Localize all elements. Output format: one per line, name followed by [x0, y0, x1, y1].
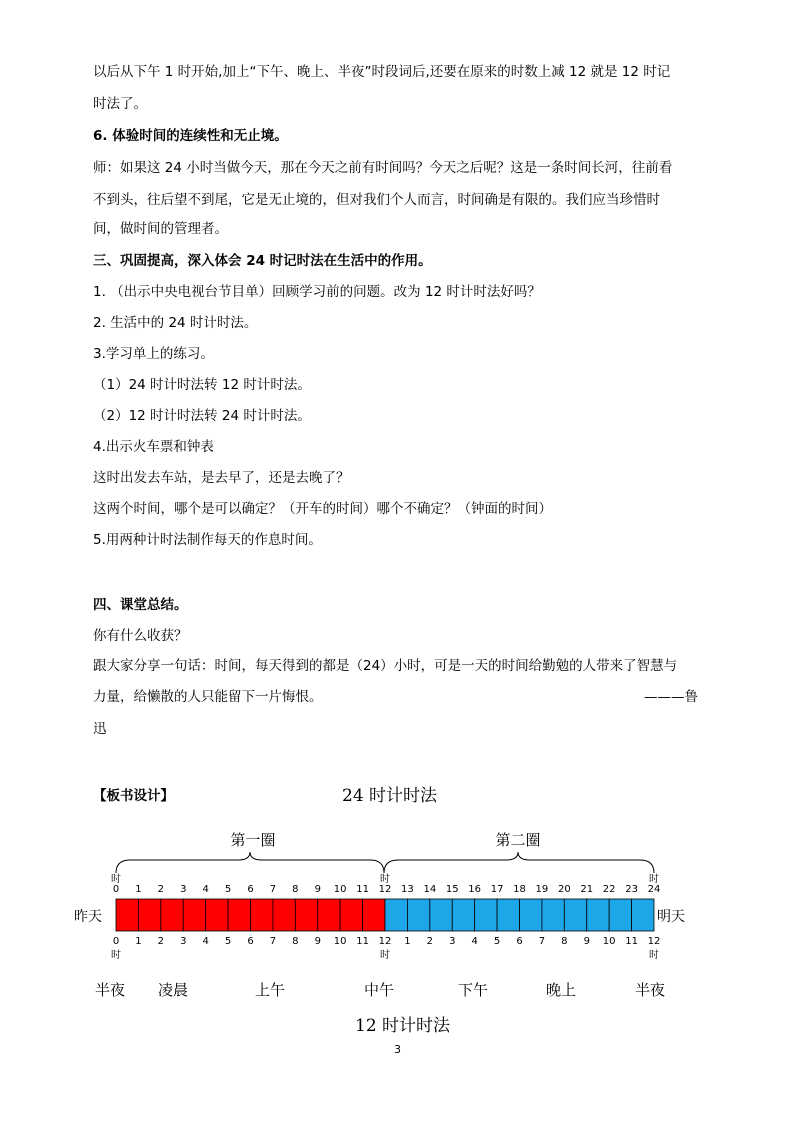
top-hour-unit: 时	[649, 874, 659, 885]
top-hour-label: 3	[180, 884, 187, 895]
board-title-12: 12 时计时法	[355, 1016, 451, 1036]
bottom-hour-label: 8	[561, 936, 568, 947]
top-hour-label: 18	[513, 884, 526, 895]
top-hour-label: 9	[314, 884, 321, 895]
hour-cell	[497, 899, 519, 931]
bottom-hour-label: 7	[538, 936, 546, 947]
bottom-hour-label: 9	[583, 936, 590, 947]
bottom-hour-label: 2	[426, 936, 434, 947]
p8: 2. 生活中的 24 时计时法。	[93, 315, 258, 331]
top-hour-label: 16	[468, 884, 482, 895]
hour-cell	[587, 899, 609, 931]
top-hour-label: 8	[292, 884, 299, 895]
top-hour-label: 2	[157, 884, 165, 895]
hour-cell	[363, 899, 385, 931]
top-hour-label: 10	[333, 884, 347, 895]
p21: 迅	[93, 721, 107, 737]
hour-cell	[138, 899, 160, 931]
bottom-hour-label: 12	[378, 936, 392, 947]
bottom-hour-label: 3	[180, 936, 187, 947]
bottom-hour-unit: 时	[380, 950, 390, 961]
hour-cell	[520, 899, 542, 931]
bottom-hour-unit: 时	[649, 950, 659, 961]
p3: 师：如果这 24 小时当做今天，那在今天之前有时间吗？今天之后呢？这是一条时间长河，往前看	[93, 160, 673, 176]
hour-cell	[632, 899, 654, 931]
period-label: 晚上	[545, 981, 577, 999]
period-label: 凌晨	[157, 981, 189, 999]
period-label: 中午	[363, 981, 395, 999]
brace-second-circle	[384, 852, 654, 873]
bottom-hour-label: 4	[202, 936, 209, 947]
hour-cell	[609, 899, 631, 931]
top-hour-label: 21	[580, 884, 594, 895]
top-hour-label: 13	[401, 884, 414, 895]
section-heading: 6. 体验时间的连续性和无止境。	[93, 128, 288, 144]
p11: （2）12 时计时法转 24 时计时法。	[93, 408, 311, 424]
p12: 4.出示火车票和钟表	[93, 439, 214, 455]
board-label: 【板书设计】	[93, 788, 174, 804]
hour-cell	[542, 899, 564, 931]
p14: 这两个时间，哪个是可以确定？（开车的时间）哪个不确定？（钟面的时间）	[93, 501, 552, 517]
hour-cell	[564, 899, 586, 931]
bottom-hour-label: 11	[356, 936, 369, 947]
section-heading: 三、巩固提高，深入体会 24 时记时法在生活中的作用。	[93, 253, 432, 269]
hour-cell	[407, 899, 429, 931]
hour-cell	[295, 899, 317, 931]
p7: 1. （出示中央电视台节目单）回顾学习前的问题。改为 12 时计时法好吗？	[93, 284, 541, 300]
hour-cell	[340, 899, 362, 931]
p4: 不到头，往后望不到尾，它是无止境的，但对我们个人而言，时间确是有限的。我们应当珍惜时	[93, 192, 660, 208]
bottom-hour-label: 6	[516, 936, 523, 947]
top-hour-unit: 时	[111, 874, 121, 885]
bottom-hour-label: 5	[493, 936, 501, 947]
hour-cell	[228, 899, 250, 931]
hour-cell	[385, 899, 407, 931]
period-label: 半夜	[634, 981, 666, 999]
hour-cell	[206, 899, 228, 931]
hour-cell	[161, 899, 183, 931]
bottom-hour-unit: 时	[111, 950, 121, 961]
top-hour-label: 24	[647, 884, 661, 895]
top-hour-label: 11	[356, 884, 369, 895]
p18: 跟大家分享一句话：时间，每天得到的都是（24）小时，可是一天的时间给勤勉的人带来了智慧与	[93, 658, 678, 674]
board-title-24: 24 时计时法	[342, 786, 438, 806]
bottom-hour-label: 12	[647, 936, 661, 947]
brace-first-circle	[116, 852, 384, 873]
bottom-hour-label: 10	[333, 936, 347, 947]
p19: 力量，给懒散的人只能留下一片悔恨。	[93, 689, 323, 705]
bottom-hour-label: 7	[269, 936, 277, 947]
bottom-hour-label: 6	[247, 936, 254, 947]
p15: 5.用两种计时法制作每天的作息时间。	[93, 532, 322, 548]
circle2-label: 第二圈	[495, 831, 541, 849]
top-hour-label: 5	[224, 884, 232, 895]
bottom-hour-label: 0	[112, 936, 120, 947]
bottom-hour-label: 4	[471, 936, 478, 947]
top-hour-unit: 时	[380, 874, 390, 885]
p1: 时法了。	[93, 96, 147, 112]
p10: （1）24 时计时法转 12 时计时法。	[93, 377, 311, 393]
p5: 间，做时间的管理者。	[93, 221, 228, 237]
hour-cell	[452, 899, 474, 931]
top-hour-label: 0	[112, 884, 120, 895]
hour-cell	[430, 899, 452, 931]
hour-cell	[116, 899, 138, 931]
page-number: 3	[394, 1043, 401, 1056]
top-hour-label: 20	[557, 884, 571, 895]
bottom-hour-label: 8	[292, 936, 299, 947]
period-label: 下午	[457, 981, 489, 999]
hour-cell	[475, 899, 497, 931]
hour-cell	[318, 899, 340, 931]
top-hour-label: 4	[202, 884, 209, 895]
bottom-hour-label: 5	[224, 936, 232, 947]
p17: 你有什么收获？	[93, 628, 188, 644]
top-hour-label: 17	[490, 884, 504, 895]
bottom-hour-label: 1	[135, 936, 142, 947]
top-hour-label: 12	[378, 884, 392, 895]
p0: 以后从下午 1 时开始,加上“下午、晚上、半夜”时段词后,还要在原来的时数上减 12 就是 12 时记	[93, 64, 671, 80]
p9: 3.学习单上的练习。	[93, 346, 214, 362]
yesterday-label: 昨天	[74, 909, 102, 925]
top-hour-label: 19	[535, 884, 549, 895]
top-hour-label: 1	[135, 884, 142, 895]
tomorrow-label: 明天	[657, 909, 685, 925]
section-heading: 四、课堂总结。	[93, 597, 188, 613]
bottom-hour-label: 11	[625, 936, 638, 947]
bottom-hour-label: 9	[314, 936, 321, 947]
bottom-hour-label: 3	[449, 936, 456, 947]
bottom-hour-label: 2	[157, 936, 165, 947]
quote-attribution: ———鲁	[644, 689, 698, 705]
bottom-hour-label: 10	[602, 936, 616, 947]
top-hour-label: 23	[625, 884, 638, 895]
top-hour-label: 6	[247, 884, 254, 895]
top-hour-label: 14	[423, 884, 437, 895]
top-hour-label: 7	[269, 884, 277, 895]
period-label: 上午	[254, 981, 286, 999]
circle1-label: 第一圈	[230, 831, 276, 849]
hour-cell	[273, 899, 295, 931]
hour-cell	[251, 899, 273, 931]
period-label: 半夜	[94, 981, 126, 999]
hour-cell	[183, 899, 205, 931]
top-hour-label: 15	[445, 884, 459, 895]
bottom-hour-label: 1	[404, 936, 411, 947]
p13: 这时出发去车站，是去早了，还是去晚了？	[93, 470, 350, 486]
top-hour-label: 22	[602, 884, 616, 895]
